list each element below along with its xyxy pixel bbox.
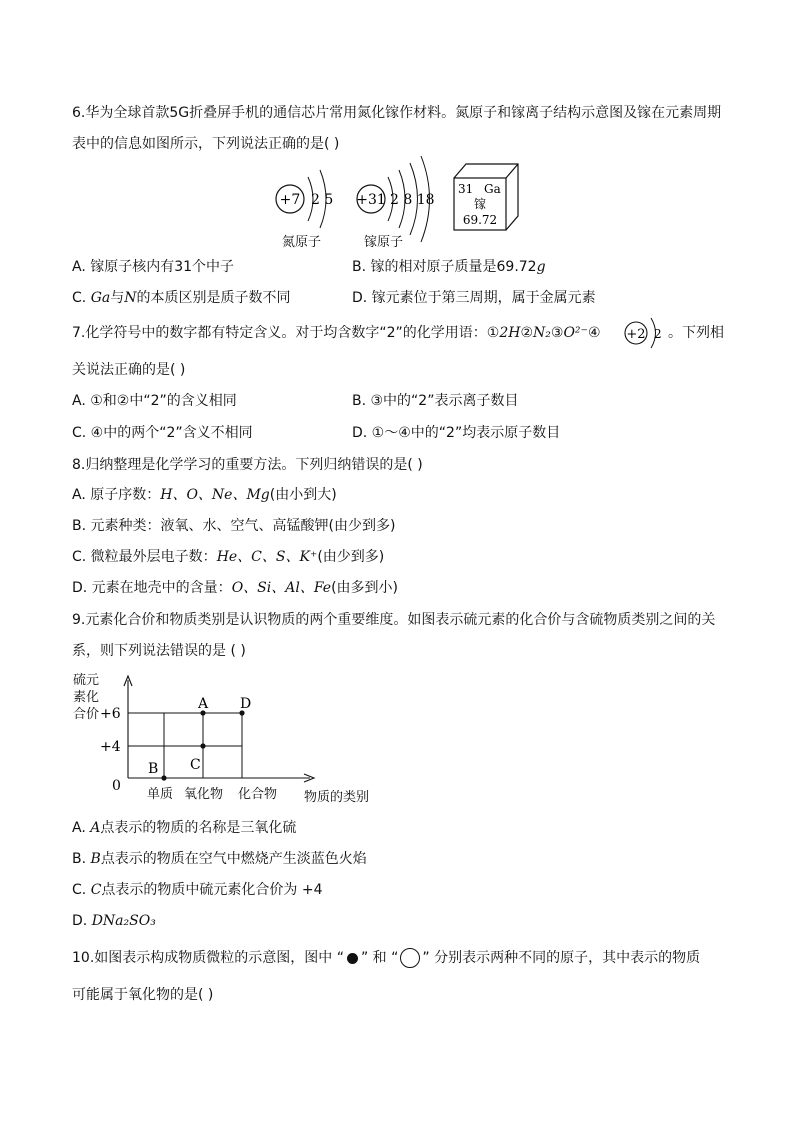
point-c-dot bbox=[200, 743, 205, 748]
q7-option-c[interactable]: C. ④中的两个“2”含义不相同 bbox=[72, 425, 253, 441]
q8-option-c[interactable]: C. 微粒最外层电子数：He、C、S、K⁺(由少到多) bbox=[72, 549, 385, 565]
q6-option-a[interactable]: A. 镓原子核内有31个中子 bbox=[72, 259, 235, 275]
q9-stem-line2: 系，则下列说法错误的是 ( ) bbox=[72, 643, 246, 659]
ion-nucleus: +2 bbox=[626, 327, 646, 342]
ga-atom-label: 镓原子 bbox=[364, 235, 404, 250]
y-tick-plus4: +4 bbox=[100, 739, 121, 755]
q9-option-d[interactable]: D. DNa₂SO₃ bbox=[72, 913, 156, 929]
q7-option-d[interactable]: D. ①～④中的“2”均表示原子数目 bbox=[352, 425, 561, 441]
q7-stem-line2: 关说法正确的是( ) bbox=[72, 362, 186, 378]
q7-stem-line1-end: 。下列相 bbox=[668, 325, 724, 341]
q6-option-d[interactable]: D. 镓元素位于第三周期，属于金属元素 bbox=[352, 290, 596, 306]
n-shells: 2 5 bbox=[311, 192, 334, 208]
q9-option-c[interactable]: C. C点表示的物质中硫元素化合价为 +4 bbox=[72, 882, 323, 898]
y-tick-zero: 0 bbox=[112, 778, 121, 794]
y-title-3: 合价 bbox=[73, 707, 100, 722]
nitrogen-atom-diagram bbox=[276, 170, 333, 228]
q6-stem-line1: 6.华为全球首款5G折叠屏手机的通信芯片常用氮化镓作材料。氮原子和镓离子结构示意图及镓在元素周期 bbox=[72, 105, 722, 121]
q8-option-a[interactable]: A. 原子序数：H、O、Ne、Mg(由小到大) bbox=[72, 487, 337, 503]
q9-stem-line1: 9.元素化合价和物质类别是认识物质的两个重要维度。如图表示硫元素的化合价与含硫物质类别之间的关 bbox=[72, 612, 716, 628]
q9-option-a[interactable]: A. A点表示的物质的名称是三氧化硫 bbox=[72, 820, 297, 836]
q7-stem-line1: 7.化学符号中的数字都有特定含义。对于均含数字“2”的化学用语：①2H②N₂③O²⁻④ bbox=[72, 325, 601, 341]
q9-option-b[interactable]: B. B点表示的物质在空气中燃烧产生淡蓝色火焰 bbox=[72, 851, 367, 867]
y-title-1: 硫元 bbox=[73, 673, 100, 688]
gallium-atom-diagram bbox=[356, 156, 434, 242]
point-c-label: C bbox=[190, 757, 201, 773]
y-tick-plus6: +6 bbox=[100, 706, 121, 722]
x-tick-compound: 化合物 bbox=[238, 787, 278, 802]
point-a-label: A bbox=[198, 696, 209, 712]
n-atom-label: 氮原子 bbox=[282, 235, 322, 250]
ga-periodic-cell bbox=[454, 164, 518, 230]
y-title-2: 素化 bbox=[73, 690, 100, 705]
filled-atom-icon bbox=[347, 953, 358, 964]
q10-stem-line1: 10.如图表示构成物质微粒的示意图，图中 “ ” 和 “ ” 分别表示两种不同的原子，其中表示的物质 bbox=[72, 950, 701, 966]
q7-option-a[interactable]: A. ①和②中“2”的含义相同 bbox=[72, 393, 237, 409]
x-tick-element: 单质 bbox=[147, 787, 174, 802]
q9-valence-chart bbox=[70, 666, 390, 808]
ga-number: 31 bbox=[458, 182, 474, 196]
ga-shells: 2 8 18 bbox=[390, 192, 435, 208]
point-b-label: B bbox=[148, 761, 159, 777]
q6-option-c[interactable]: C. Ga与N的本质区别是质子数不同 bbox=[72, 290, 291, 306]
ga-nucleus: +31 bbox=[356, 192, 386, 208]
q7-option-b[interactable]: B. ③中的“2”表示离子数目 bbox=[352, 393, 519, 409]
point-d-label: D bbox=[240, 696, 252, 712]
ion-shell: 2 bbox=[654, 327, 662, 341]
x-axis-title: 物质的类别 bbox=[304, 790, 370, 805]
x-tick-oxide: 氧化物 bbox=[184, 787, 224, 802]
point-b-dot bbox=[161, 775, 166, 780]
ga-name: 镓 bbox=[473, 197, 487, 211]
q6-stem-line2: 表中的信息如图所示，下列说法正确的是( ) bbox=[72, 136, 340, 152]
q8-stem: 8.归纳整理是化学学习的重要方法。下列归纳错误的是( ) bbox=[72, 457, 423, 473]
q7-ion-diagram bbox=[624, 314, 668, 352]
q8-option-b[interactable]: B. 元素种类：液氧、水、空气、高锰酸钾(由少到多) bbox=[72, 518, 396, 534]
q6-option-b[interactable]: B. 镓的相对原子质量是69.72g bbox=[352, 259, 546, 275]
ga-mass: 69.72 bbox=[462, 213, 498, 227]
hollow-atom-icon bbox=[400, 948, 420, 968]
q10-stem-line2: 可能属于氧化物的是( ) bbox=[72, 987, 214, 1003]
ga-symbol: Ga bbox=[484, 182, 501, 196]
q8-option-d[interactable]: D. 元素在地壳中的含量：O、Si、Al、Fe(由多到小) bbox=[72, 580, 398, 596]
n-nucleus: +7 bbox=[279, 192, 301, 208]
